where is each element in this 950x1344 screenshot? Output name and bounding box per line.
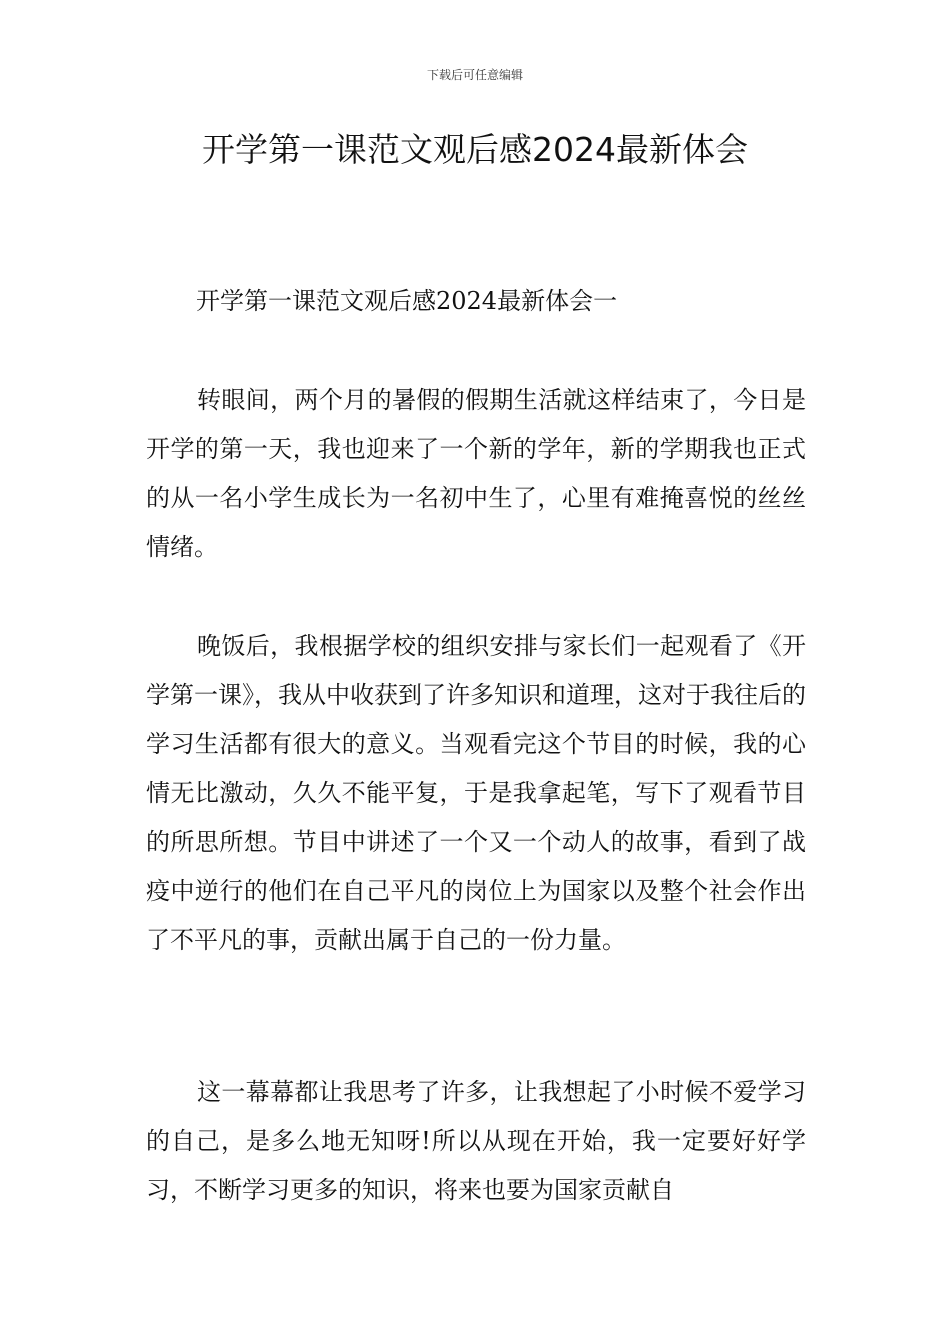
- paragraph-1: 转眼间，两个月的暑假的假期生活就这样结束了，今日是开学的第一天，我也迎来了一个新的学年，新的学期我也正式的从一名小学生成长为一名初中生了，心里有难掩喜悦的丝丝情绪。: [146, 386, 806, 561]
- header-note: 下载后可任意编辑: [426, 68, 523, 82]
- document-title: 开学第一课范文观后感2024最新体会: [202, 130, 748, 169]
- paragraph-2: 晚饭后，我根据学校的组织安排与家长们一起观看了《开学第一课》，我从中收获到了许多知识和道理，这对于我往后的学习生活都有很大的意义。当观看完这个节目的时候，我的心情无比激动，久久不能平复，于是我拿起笔，写下了观看节目的所思所想。节目中讲述了一个又一个动人的故事，看到了战疫中逆行的他们在自己平凡的岗位上为国家以及整个社会作出了不平凡的事，贡献出属于自己的一份力量。: [146, 632, 806, 954]
- section-subheading: 开学第一课范文观后感2024最新体会一: [196, 287, 618, 315]
- paragraph-3: 这一幕幕都让我思考了许多，让我想起了小时候不爱学习的自己，是多么地无知呀!所以从现在开始，我一定要好好学习，不断学习更多的知识，将来也要为国家贡献自: [146, 1078, 806, 1204]
